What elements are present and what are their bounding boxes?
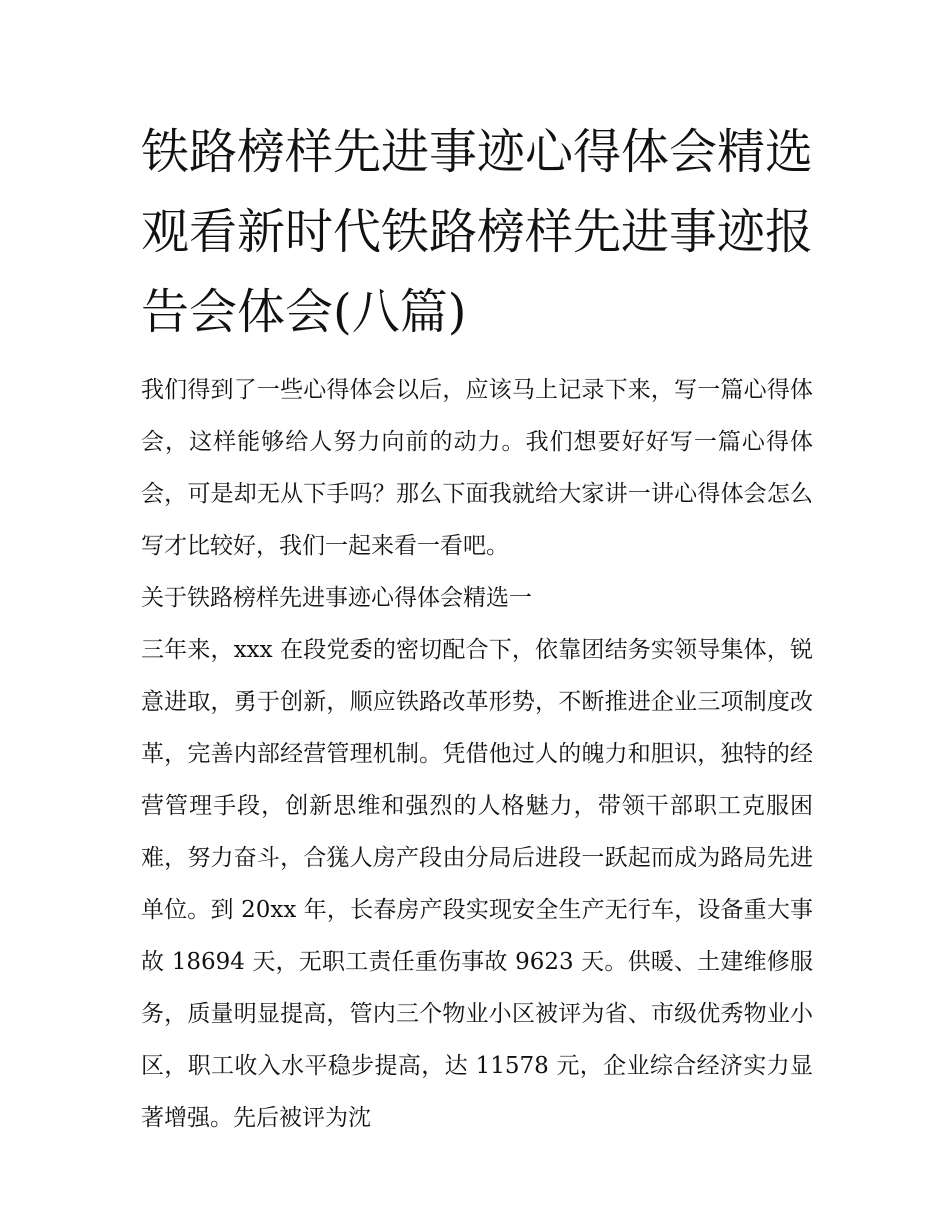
body-paragraph: 三年来，xxx 在段党委的密切配合下，依靠团结务实领导集体，锐意进取，勇于创新，顺应铁路改革形势，不断推进企业三项制度改革，完善内部经营管理机制。凭借他过人的魄力和胆识，独特的经营管理手段，创新思维和强烈的人格魅力，带领干部职工克服困难，努力奋斗，合獇人房产段由分局后进段一跃起而成为路局先进单位。到 20xx 年，长春房产段实现安全生产无行车，设备重大事故 18694 天，无职工责任重伤事故 9623 天。供暖、土建维修服务，质量明显提高，管内三个物业小区被评为省、市级优秀物业小区，职工收入水平稳步提高，达 11578 元，企业综合经济实力显著增强。先后被评为沈 <box>141 637 813 1131</box>
intro-paragraph: 我们得到了一些心得体会以后，应该马上记录下来，写一篇心得体会，这样能够给人努力向前的动力。我们想要好好写一篇心得体会，可是却无从下手吗？那么下面我就给大家讲一讲心得体会怎么写才比较好，我们一起来看一看吧。 <box>141 377 813 559</box>
document-title: 铁路榜样先进事迹心得体会精选 观看新时代铁路榜样先进事迹报告会体会(八篇) <box>141 124 814 340</box>
section-heading: 关于铁路榜样先进事迹心得体会精选一 <box>141 585 532 611</box>
document-content <box>141 112 813 1144</box>
